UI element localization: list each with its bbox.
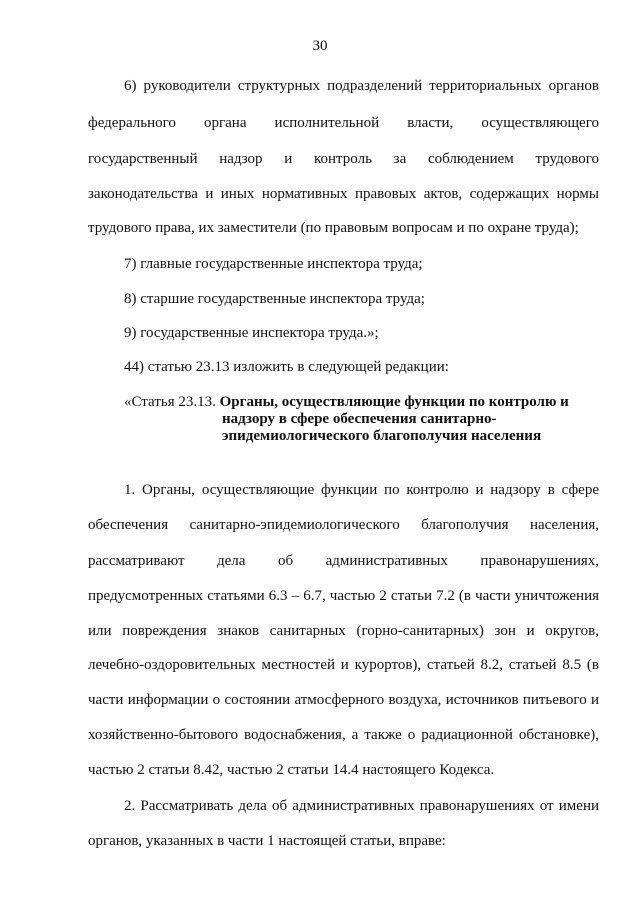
text-line: федерального органа исполнительной власти, осуществляющего	[88, 115, 599, 131]
text-line: законодательства и иных нормативных правовых актов, содержащих нормы	[88, 186, 599, 202]
text-line: предусмотренных статьями 6.3 – 6.7, частью 2 статьи 7.2 (в части уничтожения	[88, 588, 599, 604]
list-item: 44) статью 23.13 изложить в следующей редакции:	[124, 359, 449, 375]
article-prefix: «Статья 23.13.	[124, 394, 216, 410]
text-line: 1. Органы, осуществляющие функции по контролю и надзору в сфере	[124, 482, 599, 498]
text-line: лечебно-оздоровительных местностей и курортов), статьей 8.2, статьей 8.5 (в	[88, 657, 599, 673]
text-line: государственный надзор и контроль за соблюдением трудового	[88, 151, 599, 167]
text-line: или повреждения знаков санитарных (горно-санитарных) зон и округов,	[88, 623, 599, 639]
text-line: частью 2 статьи 8.42, частью 2 статьи 14.4 настоящего Кодекса.	[88, 762, 495, 778]
text-line: 6) руководители структурных подразделений территориальных органов	[124, 78, 599, 94]
text-line: рассматривают дела об административных правонарушениях,	[88, 553, 599, 569]
article-title-line: Органы, осуществляющие функции по контролю и	[219, 394, 569, 410]
list-item: 8) старшие государственные инспектора труда;	[124, 291, 425, 307]
list-item: 7) главные государственные инспектора труда;	[124, 256, 423, 272]
text-line: части информации о состоянии атмосферного воздуха, источников питьевого и	[88, 692, 599, 708]
text-line: трудового права, их заместители (по правовым вопросам и по охране труда);	[88, 220, 579, 236]
text-line: 2. Рассматривать дела об административных правонарушениях от имени	[124, 798, 599, 814]
text-line: органов, указанных в части 1 настоящей статьи, вправе:	[88, 833, 446, 849]
page-number: 30	[312, 38, 328, 54]
article-title-line: надзору в сфере обеспечения санитарно-	[222, 411, 497, 427]
text-line: хозяйственно-бытового водоснабжения, а также о радиационной обстановке),	[88, 727, 599, 743]
text-line: обеспечения санитарно-эпидемиологического благополучия населения,	[88, 517, 599, 533]
list-item: 9) государственные инспектора труда.»;	[124, 325, 379, 341]
article-title-line: эпидемиологического благополучия населения	[222, 428, 542, 444]
article-heading	[124, 393, 569, 411]
